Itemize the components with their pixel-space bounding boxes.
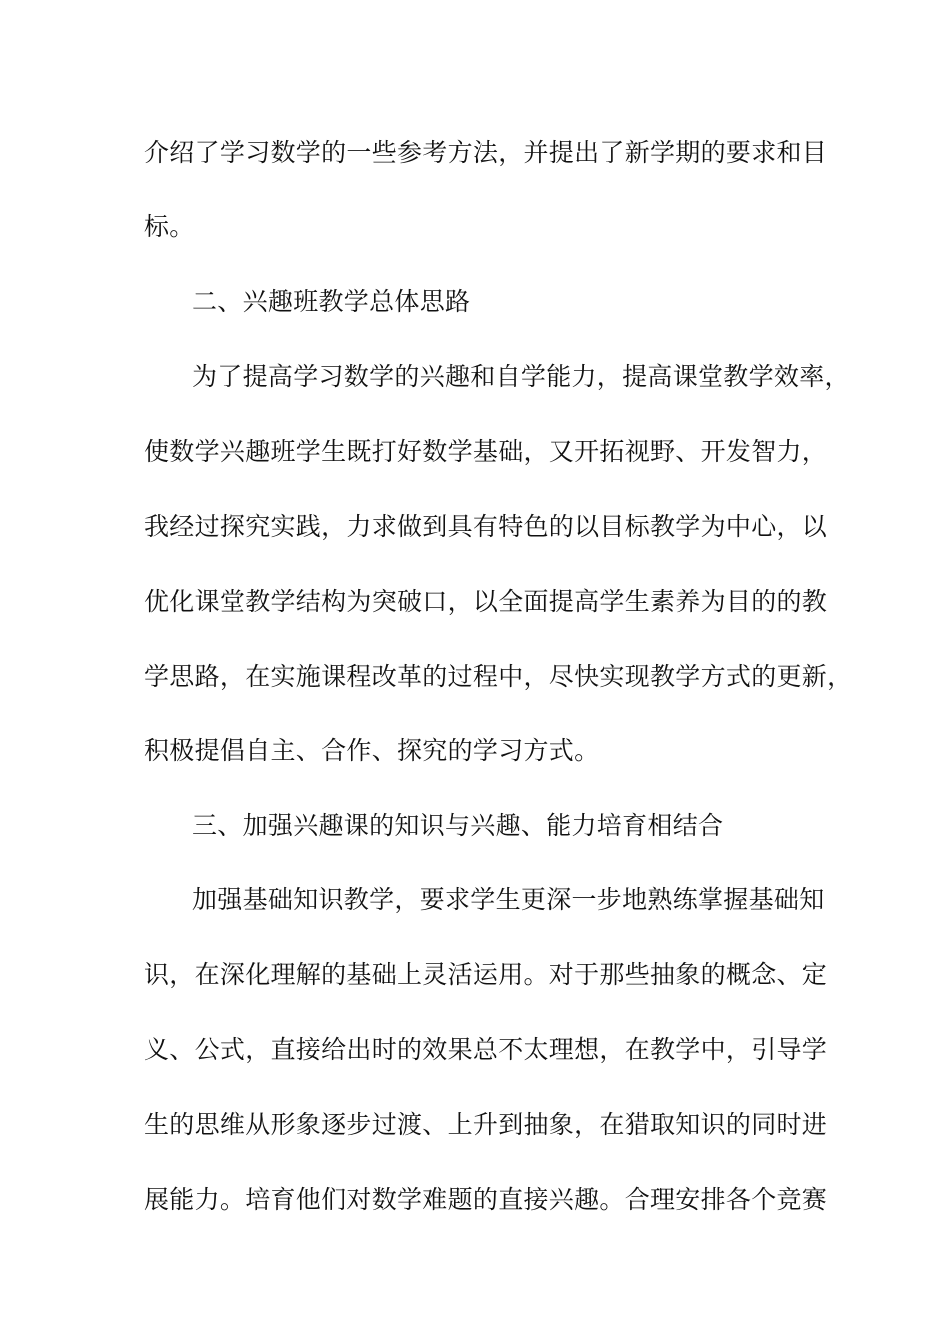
- text-line: 优化课堂教学结构为突破口，以全面提高学生素养为目的的教: [144, 587, 828, 616]
- section-heading: 三、加强兴趣课的知识与兴趣、能力培育相结合: [192, 811, 724, 840]
- text-line: 使数学兴趣班学生既打好数学基础，又开拓视野、开发智力，: [144, 437, 828, 466]
- text-line: 识，在深化理解的基础上灵活运用。对于那些抽象的概念、定: [144, 960, 828, 989]
- section-heading: 二、兴趣班教学总体思路: [192, 287, 471, 316]
- text-line: 学思路，在实施课程改革的过程中，尽快实现教学方式的更新，: [144, 662, 853, 691]
- text-line: 介绍了学习数学的一些参考方法，并提出了新学期的要求和目: [144, 138, 828, 167]
- text-line: 展能力。培育他们对数学难题的直接兴趣。合理安排各个竞赛: [144, 1185, 828, 1214]
- text-line: 积极提倡自主、合作、探究的学习方式。: [144, 736, 600, 765]
- text-line: 义、公式，直接给出时的效果总不太理想，在教学中，引导学: [144, 1035, 828, 1064]
- text-line: 我经过探究实践，力求做到具有特色的以目标教学为中心，以: [144, 512, 828, 541]
- text-line: 为了提高学习数学的兴趣和自学能力，提高课堂教学效率，: [192, 362, 850, 391]
- text-line: 生的思维从形象逐步过渡、上升到抽象，在猎取知识的同时进: [144, 1110, 828, 1139]
- text-line: 标。: [144, 212, 195, 241]
- text-line: 加强基础知识教学，要求学生更深一步地熟练掌握基础知: [192, 885, 825, 914]
